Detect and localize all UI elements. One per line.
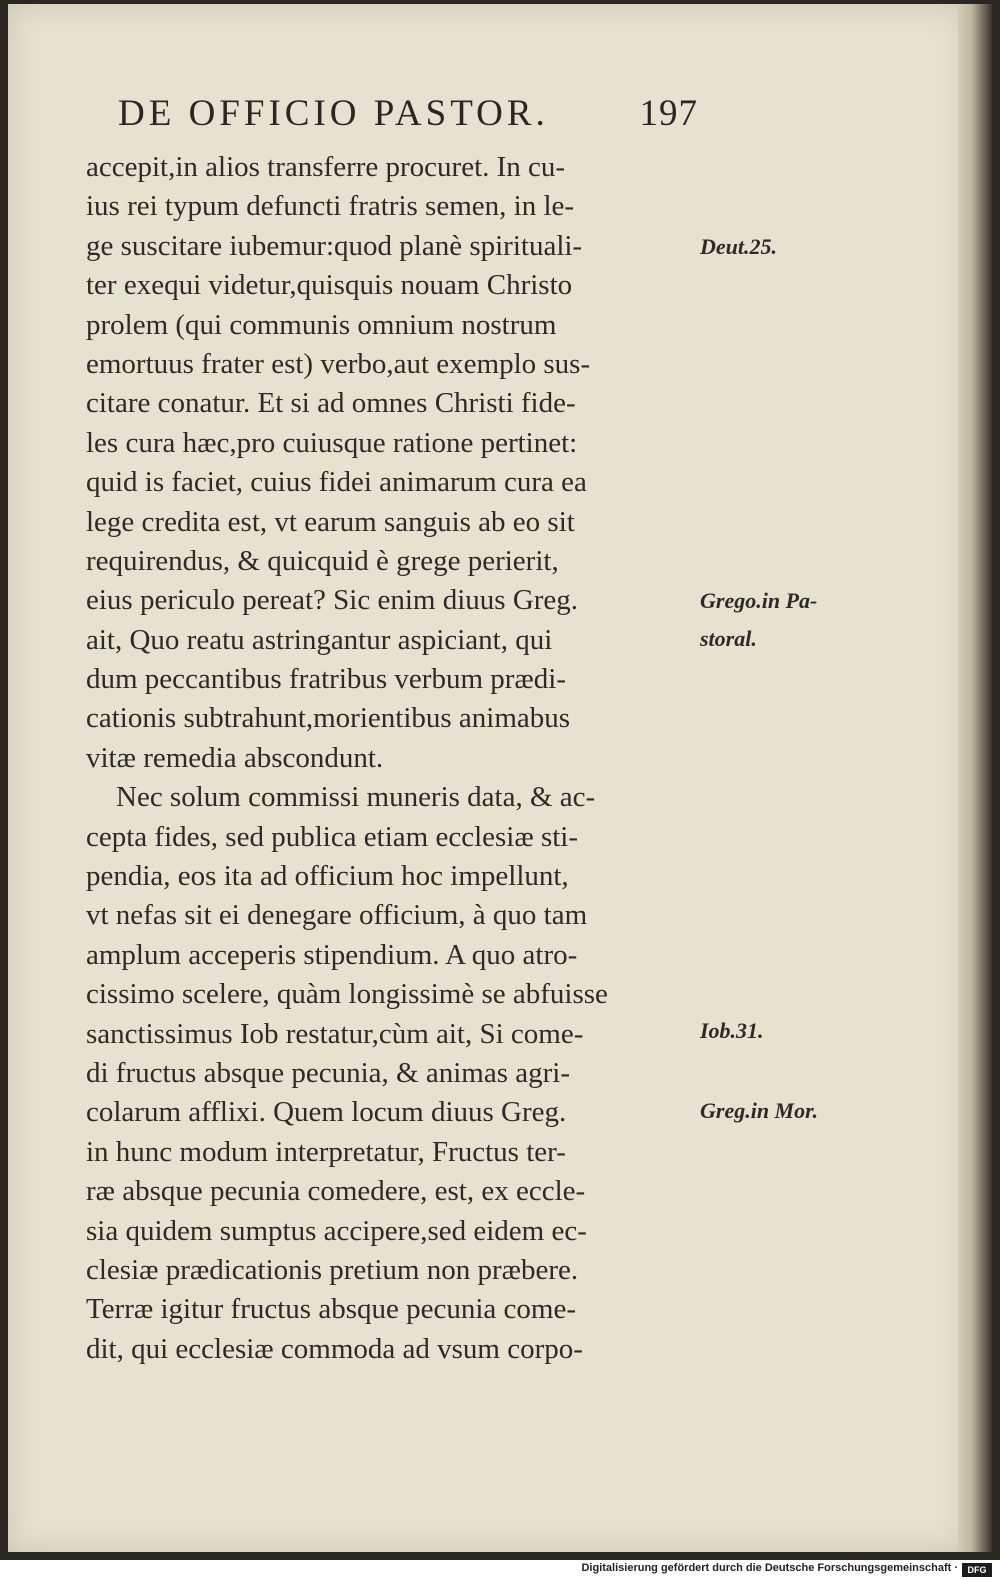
text-line: amplum acceperis stipendium. A quo atro-: [86, 938, 578, 971]
margin-note: Deut.25.: [700, 234, 777, 259]
text-line: vt nefas sit ei denegare officium, à quo tam: [86, 899, 588, 932]
text-line: sia quidem sumptus accipere,sed eidem ec-: [86, 1214, 587, 1247]
text-line: dum peccantibus fratribus verbum prædi-: [86, 663, 566, 696]
running-title: DE OFFICIO PASTOR.: [118, 93, 549, 134]
text-line: in hunc modum interpretatur, Fructus ter-: [86, 1135, 566, 1168]
text-line: requirendus, & quicquid è grege perierit,: [86, 544, 559, 577]
text-line: cepta fides, sed publica etiam ecclesiæ sti-: [86, 820, 579, 853]
book-page: [8, 4, 966, 1552]
page-edge: [958, 4, 992, 1552]
text-line: emortuus frater est) verbo,aut exemplo sus-: [86, 347, 591, 380]
text-line: di fructus absque pecunia, & animas agri-: [86, 1056, 570, 1089]
text-line: Terræ igitur fructus absque pecunia come-: [86, 1293, 576, 1326]
margin-note: Grego.in Pa-: [700, 588, 818, 613]
text-line: ge suscitare iubemur:quod planè spirituali-: [86, 229, 583, 262]
running-header: [118, 92, 698, 144]
margin-note: Iob.31.: [700, 1018, 764, 1043]
text-line: cationis subtrahunt,morientibus animabus: [86, 702, 571, 735]
text-line: colarum afflixi. Quem locum diuus Greg.: [86, 1096, 567, 1129]
text-line: sanctissimus Iob restatur,cùm ait, Si come-: [86, 1017, 584, 1050]
text-line: ius rei typum defuncti fratris semen, in le-: [86, 190, 575, 223]
body-text: [86, 148, 698, 1369]
text-line: ræ absque pecunia comedere, est, ex eccle-: [86, 1175, 586, 1208]
text-line: vitæ remedia abscondunt.: [86, 741, 384, 774]
text-line: citare conatur. Et si ad omnes Christi fide-: [86, 387, 576, 420]
text-line: les cura hæc,pro cuiusque ratione pertinet:: [86, 426, 578, 459]
text-line: pendia, eos ita ad officium hoc impellunt,: [86, 860, 569, 893]
text-line: ter exequi videtur,quisquis nouam Christo: [86, 269, 573, 302]
text-line: Nec solum commissi muneris data, & ac-: [116, 781, 596, 814]
margin-note: Greg.in Mor.: [700, 1098, 818, 1123]
margin-note: storal.: [700, 626, 757, 651]
text-line: cissimo scelere, quàm longissimè se abfuisse: [86, 978, 608, 1011]
text-line: clesiæ prædicationis pretium non præbere.: [86, 1253, 579, 1286]
text-line: prolem (qui communis omnium nostrum: [86, 308, 557, 341]
text-line: eius periculo pereat? Sic enim diuus Greg.: [86, 584, 579, 617]
page-number: 197: [639, 93, 698, 134]
text-line: ait, Quo reatu astringantur aspiciant, qui: [86, 623, 553, 656]
text-line: lege credita est, vt earum sanguis ab eo sit: [86, 505, 575, 538]
text-line: quid is faciet, cuius fidei animarum cura ea: [86, 466, 587, 499]
dfg-logo: DFG: [962, 1563, 992, 1577]
text-line: dit, qui ecclesiæ commoda ad vsum corpo-: [86, 1332, 583, 1365]
funding-notice: Digitalisierung gefördert durch die Deutsche Forschungsgemeinschaft ·: [581, 1562, 958, 1574]
footer-bar: [0, 1560, 1000, 1580]
text-line: accepit,in alios transferre procuret. In cu-: [86, 151, 566, 183]
